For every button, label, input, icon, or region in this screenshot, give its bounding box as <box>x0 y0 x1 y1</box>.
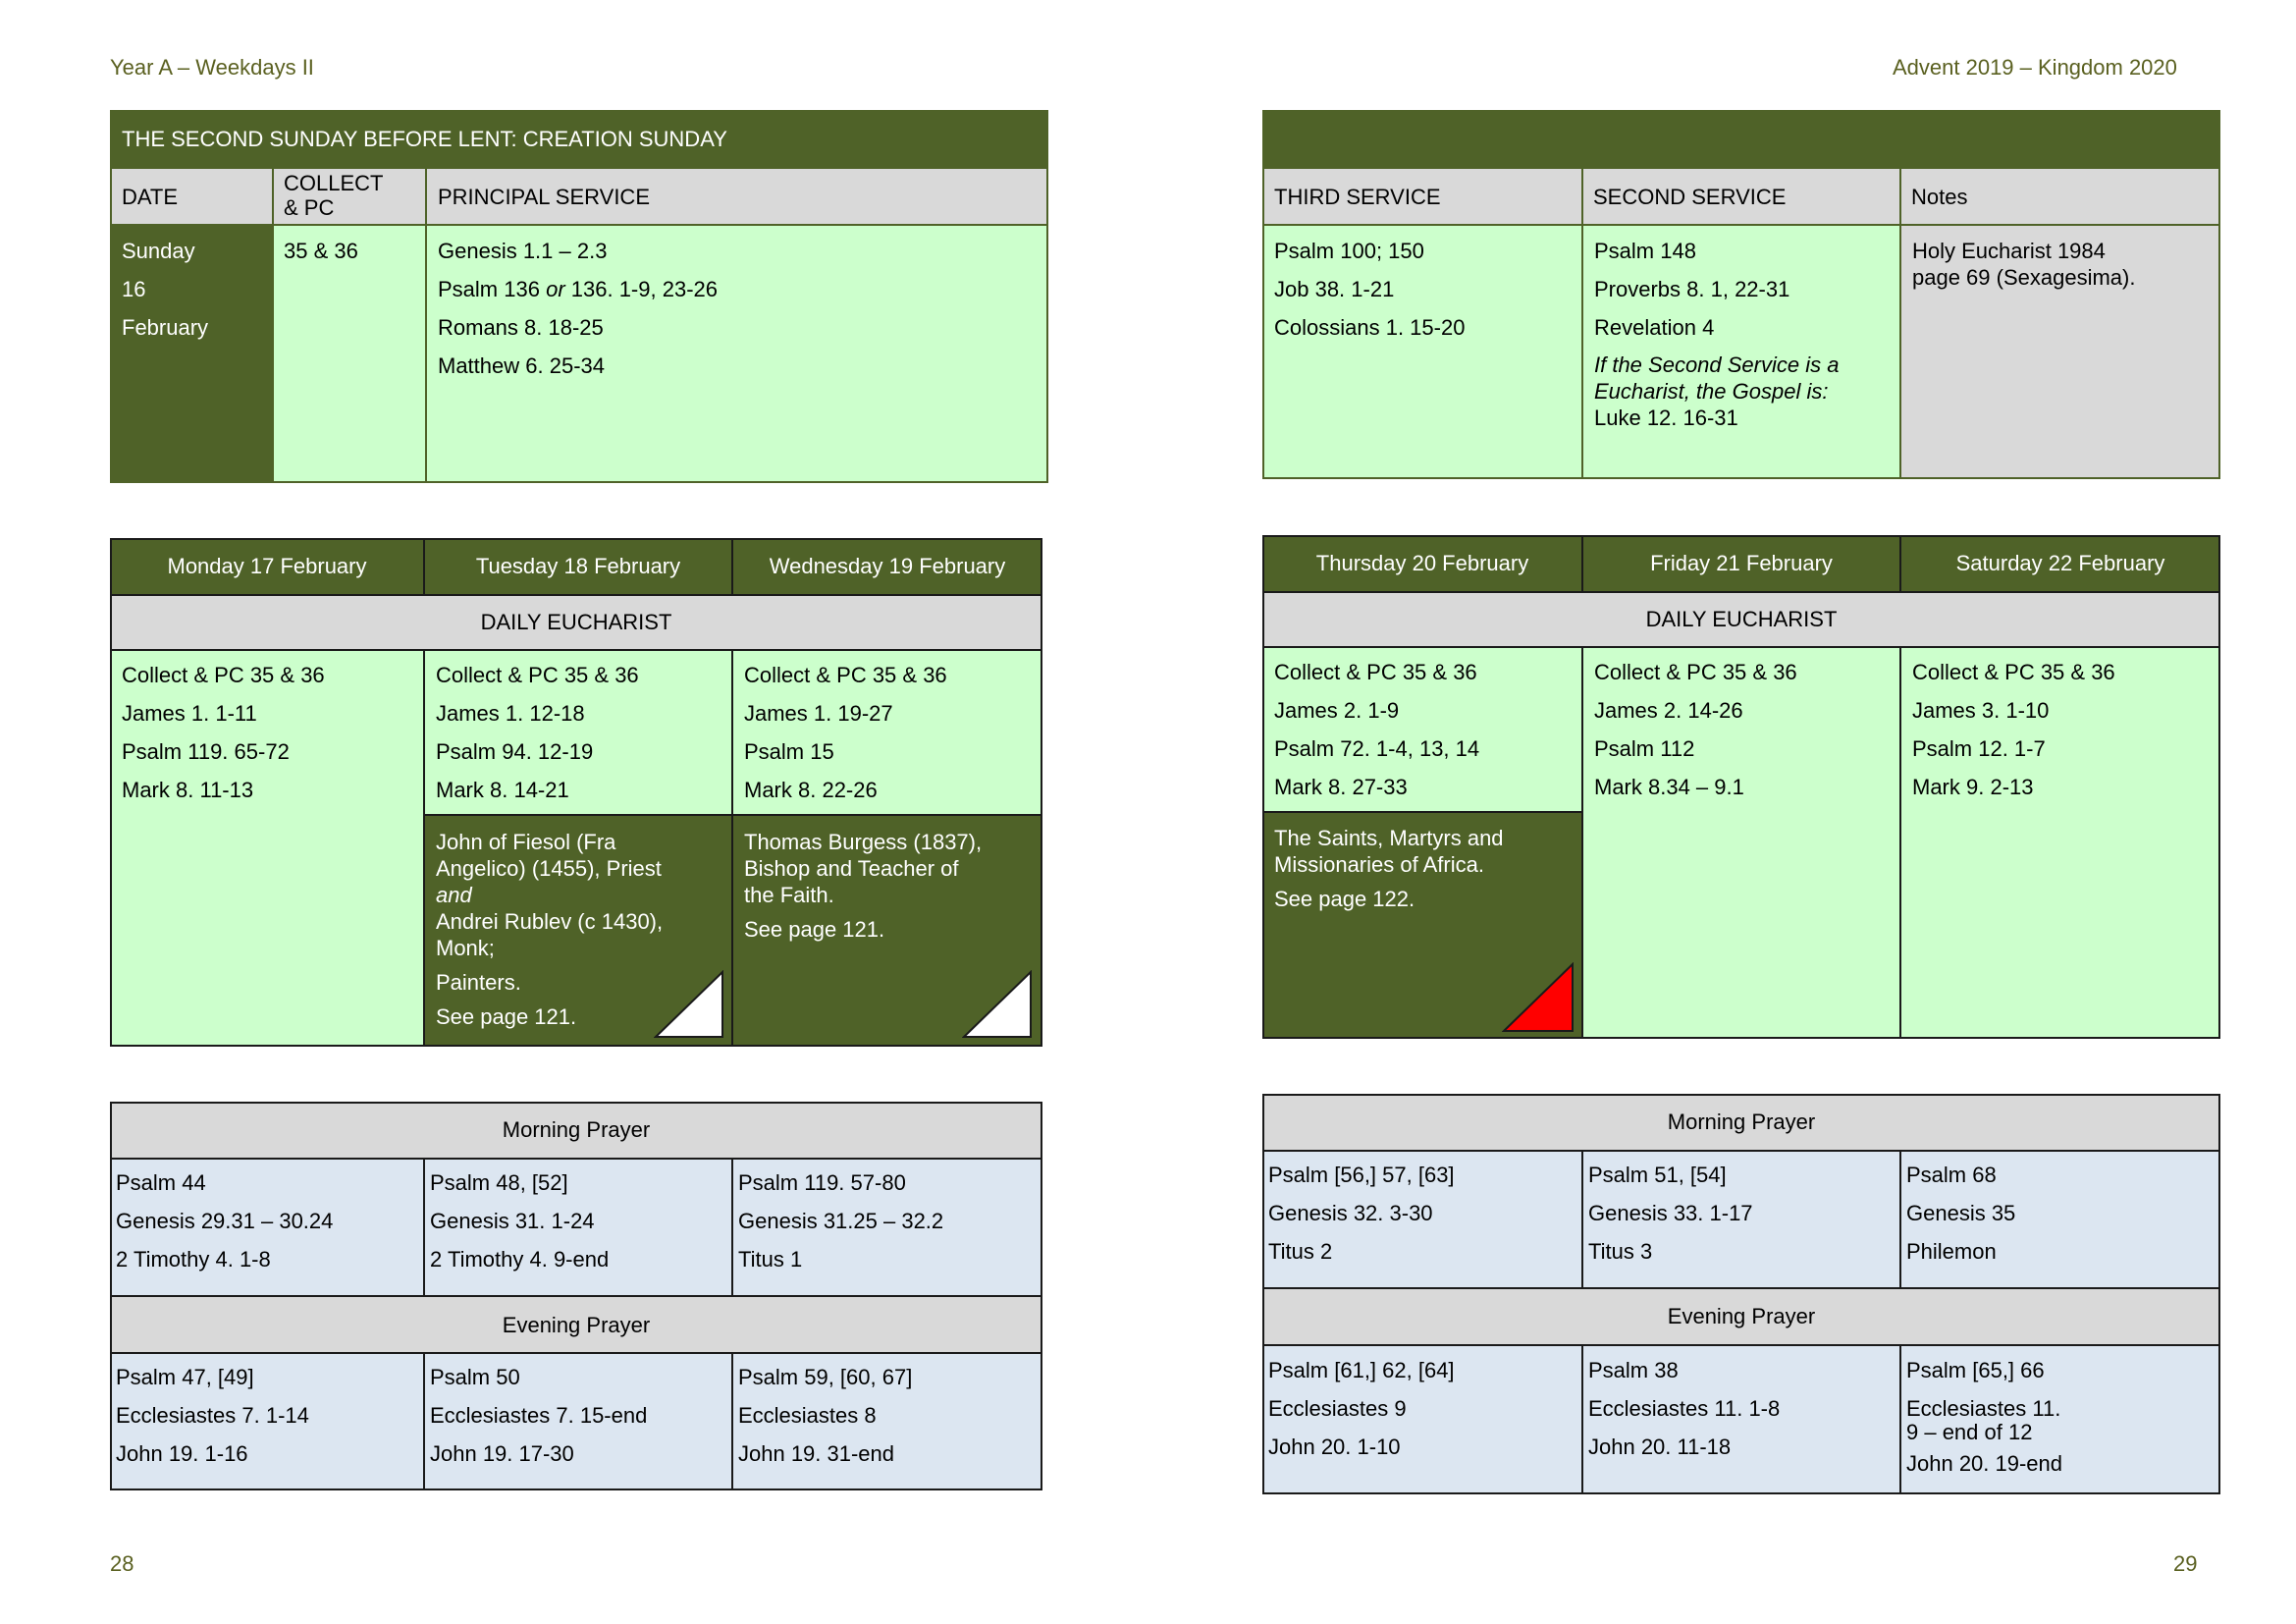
morning-friday: Psalm 51, [54] Genesis 33. 1-17 Titus 3 <box>1588 1163 1753 1264</box>
morning-prayer-label-left: Morning Prayer <box>502 1117 651 1142</box>
page-number-right: 29 <box>2173 1551 2198 1576</box>
morning-saturday: Psalm 68 Genesis 35 Philemon <box>1906 1163 2016 1264</box>
evening-thursday: Psalm [61,] 62, [64] Ecclesiastes 9 John 20. 1-10 <box>1268 1358 1455 1459</box>
morning-thursday: Psalm [56,] 57, [63] Genesis 32. 3-30 Titus 2 <box>1268 1163 1455 1264</box>
readings-saturday: Collect & PC 35 & 36 James 3. 1-10 Psalm 12. 1-7 Mark 9. 2-13 <box>1912 660 2115 799</box>
daily-eucharist-label-right: DAILY EUCHARIST <box>1645 607 1838 631</box>
day-head-friday: Friday 21 February <box>1650 551 1833 575</box>
sunday-third: Psalm 100; 150 Job 38. 1-21 Colossians 1. 15-20 <box>1274 239 1466 340</box>
col-head-second: SECOND SERVICE <box>1593 185 1787 209</box>
evening-saturday: Psalm [65,] 66 Ecclesiastes 11. 9 – end of 12 John 20. 19-end <box>1906 1358 2063 1476</box>
evening-tuesday: Psalm 50 Ecclesiastes 7. 15-end John 19. 17-30 <box>430 1365 648 1466</box>
running-header-left: Year A – Weekdays II <box>110 55 314 80</box>
readings-friday: Collect & PC 35 & 36 James 2. 14-26 Psalm 112 Mark 8.34 – 9.1 <box>1594 660 1797 799</box>
sunday-second: Psalm 148 Proverbs 8. 1, 22-31 Revelation 4 <box>1594 239 1790 340</box>
evening-monday: Psalm 47, [49] Ecclesiastes 7. 1-14 John 19. 1-16 <box>116 1365 309 1466</box>
morning-monday: Psalm 44 Genesis 29.31 – 30.24 2 Timothy 4. 1-8 <box>116 1170 334 1272</box>
page-number-left: 28 <box>110 1551 134 1576</box>
commemoration-thursday: The Saints, Martyrs and Missionaries of Africa. See page 122. <box>1274 826 1504 911</box>
sunday-title: THE SECOND SUNDAY BEFORE LENT: CREATION SUNDAY <box>122 127 727 151</box>
evening-wednesday: Psalm 59, [60, 67] Ecclesiastes 8 John 19. 31-end <box>738 1365 913 1466</box>
readings-thursday: Collect & PC 35 & 36 James 2. 1-9 Psalm 72. 1-4, 13, 14 Mark 8. 27-33 <box>1274 660 1480 799</box>
col-head-date: DATE <box>122 185 179 209</box>
morning-wednesday: Psalm 119. 57-80 Genesis 31.25 – 32.2 Titus 1 <box>738 1170 944 1272</box>
evening-prayer-label-left: Evening Prayer <box>502 1313 651 1337</box>
readings-monday: Collect & PC 35 & 36 James 1. 1-11 Psalm 119. 65-72 Mark 8. 11-13 <box>122 663 325 802</box>
sunday-collect: 35 & 36 <box>284 239 358 263</box>
day-head-thursday: Thursday 20 February <box>1315 551 1529 575</box>
morning-tuesday: Psalm 48, [52] Genesis 31. 1-24 2 Timothy 4. 9-end <box>430 1170 610 1272</box>
sunday-second-note: If the Second Service is a Eucharist, the Gospel is: <box>1594 352 1840 404</box>
readings-wednesday: Collect & PC 35 & 36 James 1. 19-27 Psalm 15 Mark 8. 22-26 <box>744 663 947 802</box>
sunday-notes: Holy Eucharist 1984 page 69 (Sexagesima). <box>1912 239 2136 290</box>
day-head-tuesday: Tuesday 18 February <box>475 554 681 578</box>
day-head-saturday: Saturday 22 February <box>1955 551 2165 575</box>
readings-tuesday: Collect & PC 35 & 36 James 1. 12-18 Psalm 94. 12-19 Mark 8. 14-21 <box>436 663 639 802</box>
sunday-second-gospel: Luke 12. 16-31 <box>1594 406 1738 430</box>
col-head-third: THIRD SERVICE <box>1274 185 1441 209</box>
commemoration-tuesday: John of Fiesol (Fra Angelico) (1455), Priest and Andrei Rublev (c 1430), Monk; Painters. See page 121. <box>436 830 664 1029</box>
col-head-collect: COLLECT & PC <box>284 171 384 220</box>
commemoration-wednesday: Thomas Burgess (1837), Bishop and Teacher of the Faith. See page 121. <box>744 830 983 942</box>
daily-eucharist-label-left: DAILY EUCHARIST <box>480 610 672 634</box>
day-head-wednesday: Wednesday 19 February <box>769 554 1006 578</box>
sunday-principal: Genesis 1.1 – 2.3 Psalm 136 or 136. 1-9, 23-26 Romans 8. 18-25 Matthew 6. 25-34 <box>438 239 718 378</box>
evening-friday: Psalm 38 Ecclesiastes 11. 1-8 John 20. 11-18 <box>1588 1358 1781 1459</box>
day-head-monday: Monday 17 February <box>167 554 367 578</box>
col-head-principal: PRINCIPAL SERVICE <box>438 185 650 209</box>
evening-prayer-label-right: Evening Prayer <box>1667 1304 1816 1328</box>
sunday-date: Sunday 16 February <box>122 239 209 340</box>
running-header-right: Advent 2019 – Kingdom 2020 <box>1893 55 2177 80</box>
col-head-notes: Notes <box>1911 185 1968 209</box>
morning-prayer-label-right: Morning Prayer <box>1667 1110 1816 1134</box>
